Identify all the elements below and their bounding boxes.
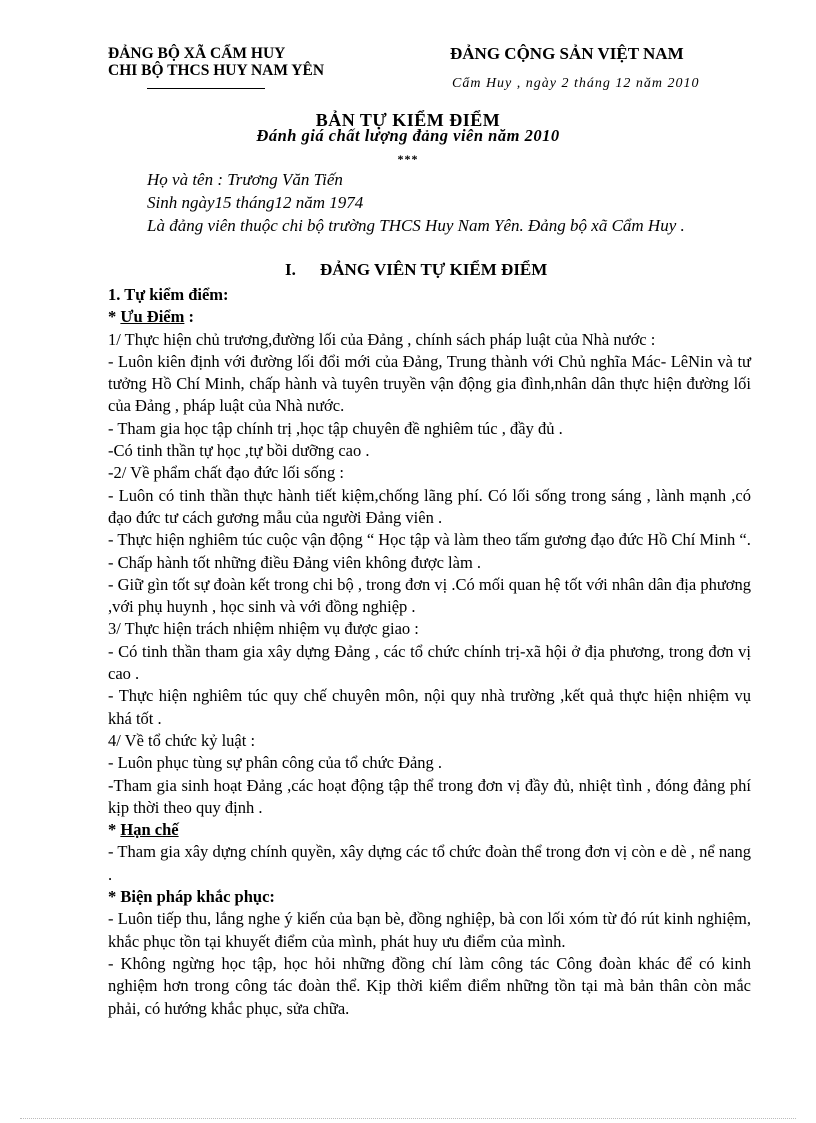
paragraph: -Có tinh thần tự học ,tự bồi dưỡng cao . bbox=[108, 441, 370, 461]
paragraph: - Giữ gìn tốt sự đoàn kết trong chi bộ , trong đơn vị .Có mối quan hệ tốt với nhân dân địa phương ,với phụ huynh , học sinh và với đồng nghiệp . bbox=[108, 574, 751, 617]
paragraph: -2/ Về phẩm chất đạo đức lối sống : bbox=[108, 463, 344, 483]
section-title: ĐẢNG VIÊN TỰ KIỂM ĐIỂM bbox=[320, 260, 548, 279]
paragraph: - Luôn kiên định với đường lối đổi mới của Đảng, Trung thành với Chủ nghĩa Mác- LêNin và tư tưởng Hồ Chí Minh, chấp hành và tuyên truyền vận động gia đình,nhân dân thực hiện đường lối của Đảng , pháp luật của Nhà nước. bbox=[108, 351, 751, 416]
paragraph: 3/ Thực hiện trách nhiệm nhiệm vụ được giao : bbox=[108, 619, 419, 639]
paragraph: - Có tinh thần tham gia xây dựng Đảng , các tổ chức chính trị-xã hội ở địa phương, trong đơn vị cao . bbox=[108, 641, 751, 684]
organization-header bbox=[108, 45, 324, 79]
strengths-heading: * Ưu Điểm : bbox=[108, 307, 195, 327]
paragraph: - Không ngừng học tập, học hỏi những đồng chí làm công tác Công đoàn khác để có kinh nghiệm hơn trong công tác đoàn thể. Kịp thời kiểm điểm những tồn tại mà bản thân còn mắc phải, có hướng khắc phục, sửa chữa. bbox=[108, 953, 751, 1018]
paragraph: 4/ Về tổ chức kỷ luật : bbox=[108, 730, 256, 750]
paragraph: - Thực hiện nghiêm túc cuộc vận động “ Học tập và làm theo tấm gương đạo đức Hồ Chí Minh “. bbox=[108, 530, 751, 550]
header-underline bbox=[147, 88, 265, 89]
section-heading bbox=[285, 260, 547, 280]
paragraph: - Thực hiện nghiêm túc quy chế chuyên môn, nội quy nhà trường ,kết quả thực hiện nhiệm vụ khá tốt . bbox=[108, 686, 751, 728]
party-cell: CHI BỘ THCS HUY NAM YÊN bbox=[108, 62, 325, 79]
member-name: Họ và tên : Trương Văn Tiến bbox=[147, 170, 343, 189]
paragraph: - Chấp hành tốt những điều Đảng viên không được làm . bbox=[108, 552, 482, 572]
measures-heading: * Biện pháp khắc phục: bbox=[108, 887, 275, 907]
self-review-heading: 1. Tự kiểm điểm: bbox=[108, 285, 229, 304]
title-stars: *** bbox=[397, 152, 419, 166]
member-dob: Sinh ngày15 tháng12 năm 1974 bbox=[147, 193, 364, 212]
member-unit: Là đảng viên thuộc chi bộ trường THCS Huy Nam Yên. Đảng bộ xã Cẩm Huy . bbox=[147, 216, 685, 235]
paragraph: -Tham gia sinh hoạt Đảng ,các hoạt động tập thể trong đơn vị đầy đủ, nhiệt tình , đóng đảng phí kịp thời theo quy định . bbox=[108, 775, 751, 817]
party-committee: ĐẢNG BỘ XÃ CẨM HUY bbox=[108, 45, 286, 62]
party-name: ĐẢNG CỘNG SẢN VIỆT NAM bbox=[450, 44, 684, 63]
document-body bbox=[108, 284, 751, 1020]
limitations-heading: * Hạn chế bbox=[108, 820, 179, 840]
document-subtitle: Đánh giá chất lượng đảng viên năm 2010 bbox=[256, 126, 560, 145]
document-date: Cẩm Huy , ngày 2 tháng 12 năm 2010 bbox=[452, 76, 700, 91]
paragraph: - Luôn có tinh thần thực hành tiết kiệm,chống lãng phí. Có lối sống trong sáng , lành mạnh ,có đạo đức tư cách gương mẫu của người Đảng viên . bbox=[108, 485, 751, 527]
paragraph: - Luôn tiếp thu, lắng nghe ý kiến của bạn bè, đồng nghiệp, bà con lối xóm từ đó rút kinh nghiệm, khắc phục tồn tại khuyết điểm của mình, phát huy ưu điểm của mình. bbox=[108, 909, 751, 951]
section-number: I. bbox=[285, 260, 296, 279]
document-title: BẢN TỰ KIỂM ĐIỂM bbox=[315, 110, 501, 130]
paragraph: - Luôn phục tùng sự phân công của tổ chức Đảng . bbox=[108, 753, 443, 773]
page-bottom-rule bbox=[20, 1118, 796, 1119]
paragraph: - Tham gia xây dựng chính quyền, xây dựng các tổ chức đoàn thể trong đơn vị còn e dè , nể nang . bbox=[108, 842, 751, 884]
paragraph: - Tham gia học tập chính trị ,học tập chuyên đề nghiêm túc , đầy đủ . bbox=[108, 418, 563, 438]
paragraph: 1/ Thực hiện chủ trương,đường lối của Đảng , chính sách pháp luật của Nhà nước : bbox=[108, 329, 656, 349]
